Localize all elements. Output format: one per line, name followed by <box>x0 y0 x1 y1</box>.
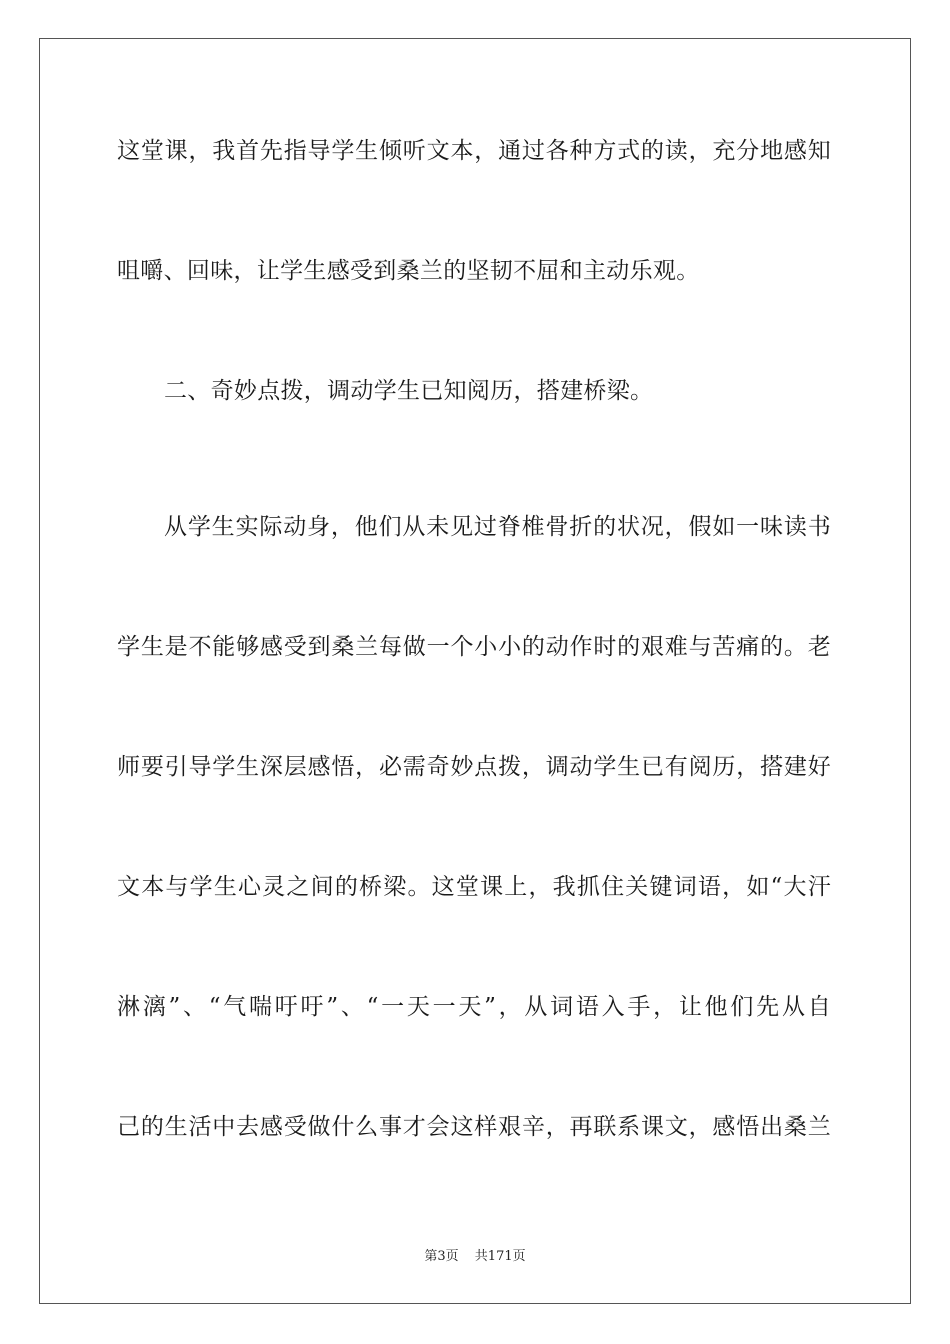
text-line: 淋漓”、“气喘吁吁”、“一天一天”，从词语入手，让他们先从自 <box>117 994 831 1020</box>
page-number: 第3页 <box>424 1249 459 1264</box>
section-heading: 二、奇妙点拨，调动学生已知阅历，搭建桥梁。 <box>164 378 654 404</box>
text-line: 这堂课，我首先指导学生倾听文本，通过各种方式的读，充分地感知 <box>117 138 831 164</box>
text-line: 从学生实际动身，他们从未见过脊椎骨折的状况，假如一味读书 <box>164 514 831 540</box>
text-line: 学生是不能够感受到桑兰每做一个小小的动作时的艰难与苦痛的。老 <box>117 634 831 660</box>
text-line: 师要引导学生深层感悟，必需奇妙点拨，调动学生已有阅历，搭建好 <box>117 754 831 780</box>
text-line: 己的生活中去感受做什么事才会这样艰辛，再联系课文，感悟出桑兰 <box>117 1114 831 1140</box>
total-pages: 共171页 <box>474 1249 526 1264</box>
page-footer <box>0 1248 950 1266</box>
text-line: 咀嚼、回味，让学生感受到桑兰的坚韧不屈和主动乐观。 <box>117 258 700 284</box>
text-line: 文本与学生心灵之间的桥梁。这堂课上，我抓住关键词语，如“大汗 <box>117 874 831 900</box>
